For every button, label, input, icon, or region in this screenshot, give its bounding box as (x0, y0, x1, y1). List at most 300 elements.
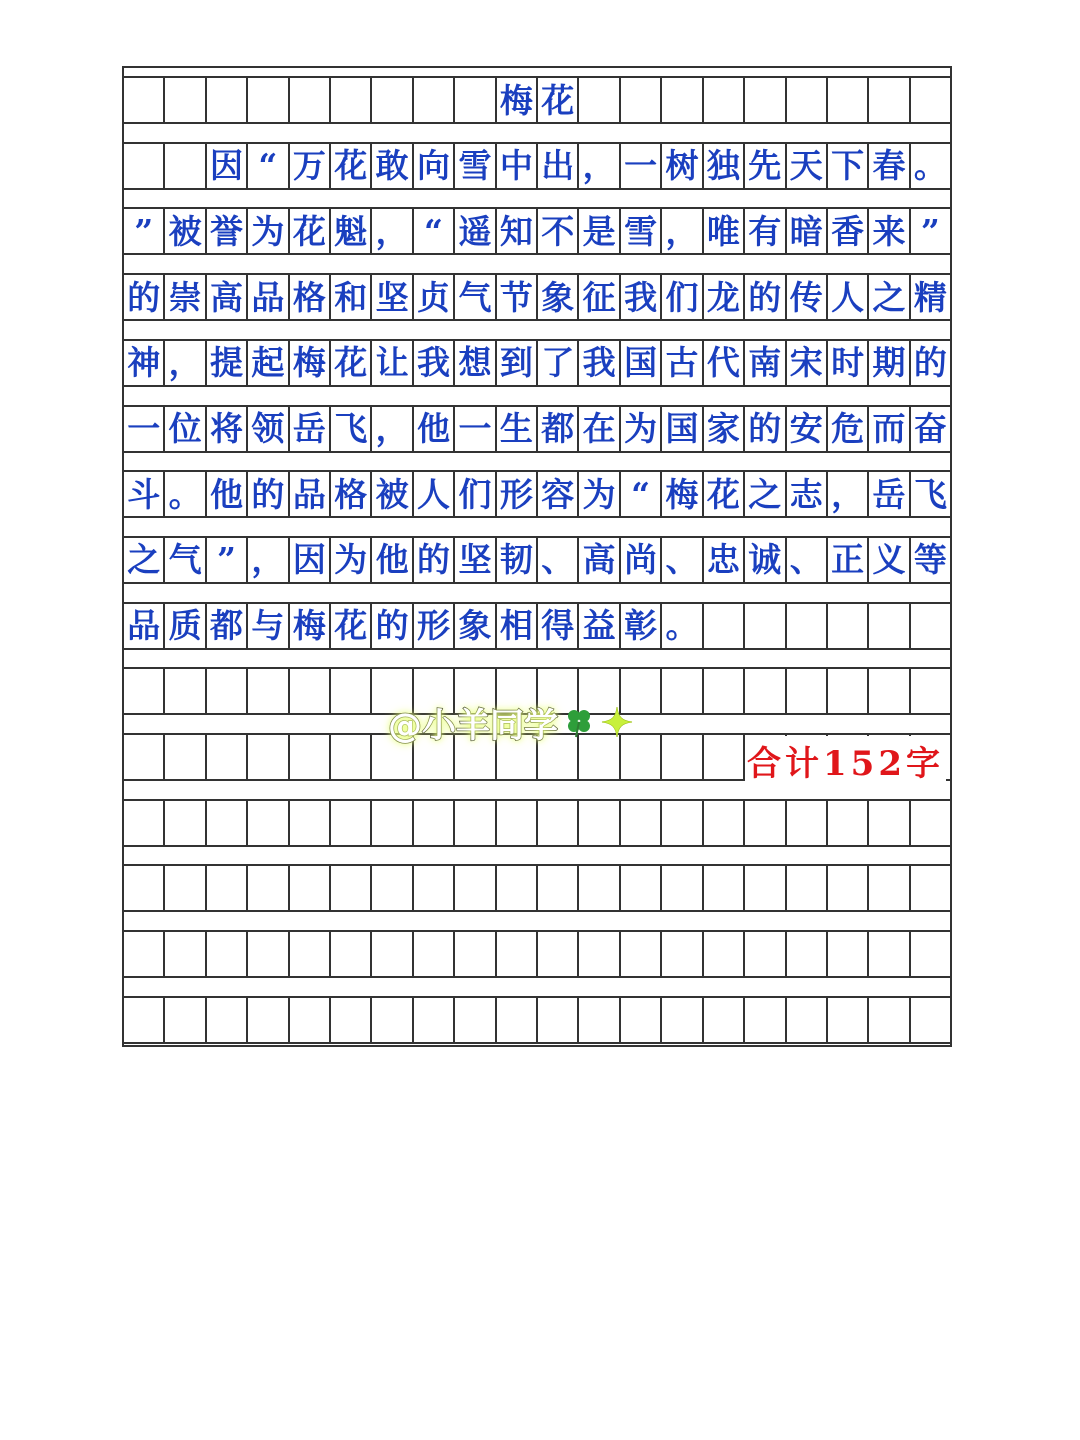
grid-cell (124, 932, 163, 976)
grid-cell (909, 78, 950, 122)
grid-cell: ， (370, 209, 411, 253)
grid-cell (288, 998, 329, 1042)
grid-cell: 和 (329, 275, 370, 319)
grid-cell (702, 998, 743, 1042)
grid-cell (826, 801, 867, 845)
grid-cell: 高 (205, 275, 246, 319)
grid-cell: 、 (785, 538, 826, 582)
grid-row (124, 470, 950, 518)
grid-cell (536, 866, 577, 910)
grid-cell: 独 (702, 144, 743, 188)
grid-cell: 香 (826, 209, 867, 253)
grid-cell: 花 (536, 78, 577, 122)
grid-cell: 暗 (785, 209, 826, 253)
grid-cell (702, 866, 743, 910)
grid-cell (826, 604, 867, 648)
grid-cell (453, 866, 494, 910)
grid-row (124, 536, 950, 584)
grid-cell (329, 932, 370, 976)
grid-cell (246, 932, 287, 976)
grid-cell (702, 604, 743, 648)
grid-row (124, 76, 950, 124)
grid-cell: 到 (495, 341, 536, 385)
grid-cell (743, 998, 784, 1042)
grid-cell (246, 78, 287, 122)
grid-cell: 人 (412, 472, 453, 516)
grid-cell (288, 866, 329, 910)
grid-cell (370, 932, 411, 976)
grid-cell: 古 (660, 341, 701, 385)
grid-cell: 想 (453, 341, 494, 385)
grid-cell (246, 866, 287, 910)
word-count: 合计152字 (745, 736, 946, 785)
grid-cell: 雪 (453, 144, 494, 188)
grid-cell: 安 (785, 407, 826, 451)
grid-cell: 都 (205, 604, 246, 648)
grid-cell: 因 (288, 538, 329, 582)
grid-cell: 崇 (163, 275, 204, 319)
grid-cell: 将 (205, 407, 246, 451)
grid-row (124, 339, 950, 387)
grid-cell: 危 (826, 407, 867, 451)
grid-cell: 而 (867, 407, 908, 451)
grid-cell: 宋 (785, 341, 826, 385)
grid-cell: ， (370, 407, 411, 451)
grid-cell: 奋 (909, 407, 950, 451)
grid-cell (577, 866, 618, 910)
grid-cell (288, 735, 329, 779)
grid-cell: 品 (246, 275, 287, 319)
grid-cell (909, 669, 950, 713)
grid-cell (826, 866, 867, 910)
grid-cell (619, 801, 660, 845)
grid-cell (205, 669, 246, 713)
grid-cell (660, 866, 701, 910)
grid-cell (743, 801, 784, 845)
grid-cell: 形 (412, 604, 453, 648)
grid-cell (329, 669, 370, 713)
grid-cell (288, 801, 329, 845)
grid-cell: 们 (453, 472, 494, 516)
grid-cell: 气 (163, 538, 204, 582)
grid-cell (867, 866, 908, 910)
grid-cell (124, 735, 163, 779)
grid-cell (743, 604, 784, 648)
grid-cell (412, 78, 453, 122)
grid-cell (124, 144, 163, 188)
grid-cell: 贞 (412, 275, 453, 319)
grid-cell (619, 78, 660, 122)
grid-cell: 人 (826, 275, 867, 319)
grid-cell (329, 801, 370, 845)
grid-cell: 时 (826, 341, 867, 385)
grid-cell (205, 78, 246, 122)
grid-cell: 韧 (495, 538, 536, 582)
grid-cell: 为 (619, 407, 660, 451)
grid-cell (163, 866, 204, 910)
grid-cell (163, 801, 204, 845)
grid-cell: 形 (495, 472, 536, 516)
grid-cell: 不 (536, 209, 577, 253)
grid-cell: 节 (495, 275, 536, 319)
grid-cell (743, 669, 784, 713)
grid-cell (124, 669, 163, 713)
grid-cell: ， (577, 144, 618, 188)
grid-cell: 领 (246, 407, 287, 451)
grid-cell (909, 866, 950, 910)
grid-cell (495, 998, 536, 1042)
grid-cell: 梅 (495, 78, 536, 122)
grid-cell (577, 801, 618, 845)
grid-cell: 唯 (702, 209, 743, 253)
grid-cell (826, 78, 867, 122)
grid-cell: 位 (163, 407, 204, 451)
grid-cell: 容 (536, 472, 577, 516)
grid-cell: 斗 (127, 474, 161, 514)
grid-cell: 遥 (453, 209, 494, 253)
grid-cell: 相 (495, 604, 536, 648)
grid-cell: 龙 (702, 275, 743, 319)
grid-row (124, 405, 950, 453)
grid-cell: 期 (867, 341, 908, 385)
grid-row (124, 273, 950, 321)
grid-cell (702, 735, 743, 779)
grid-cell: 的 (909, 341, 950, 385)
grid-cell: 花 (702, 472, 743, 516)
grid-cell (329, 998, 370, 1042)
grid-row (124, 602, 950, 650)
grid-cell: 生 (495, 407, 536, 451)
grid-cell (246, 735, 287, 779)
grid-cell: 志 (785, 472, 826, 516)
grid-cell: 誉 (205, 209, 246, 253)
grid-cell: 他 (412, 407, 453, 451)
grid-cell (412, 998, 453, 1042)
grid-cell: 中 (495, 144, 536, 188)
grid-cell: 国 (619, 341, 660, 385)
grid-cell: 为 (246, 209, 287, 253)
grid-cell (785, 78, 826, 122)
grid-cell (453, 998, 494, 1042)
clover-icon (562, 705, 596, 739)
grid-cell: 下 (826, 144, 867, 188)
grid-row (124, 930, 950, 978)
grid-cell: 南 (743, 341, 784, 385)
grid-cell (453, 932, 494, 976)
grid-cell: 质 (163, 604, 204, 648)
grid-cell: “ (246, 144, 287, 188)
grid-cell (660, 78, 701, 122)
grid-cell: ” (205, 538, 246, 582)
grid-cell (163, 932, 204, 976)
grid-cell: 岳 (867, 472, 908, 516)
grid-cell: 飞 (329, 407, 370, 451)
grid-cell: 的 (127, 277, 161, 317)
grid-cell (660, 669, 701, 713)
grid-cell (288, 932, 329, 976)
grid-cell (495, 866, 536, 910)
grid-cell (867, 78, 908, 122)
grid-cell (370, 998, 411, 1042)
grid-cell: 。 (163, 472, 204, 516)
grid-cell (205, 998, 246, 1042)
grid-cell: ， (246, 538, 287, 582)
grid-cell: 树 (660, 144, 701, 188)
grid-cell (412, 932, 453, 976)
grid-cell: 家 (702, 407, 743, 451)
grid-cell (536, 801, 577, 845)
grid-cell (826, 998, 867, 1042)
grid-cell: 花 (329, 144, 370, 188)
grid-cell: 敢 (370, 144, 411, 188)
grid-cell (909, 801, 950, 845)
grid-cell: 精 (909, 275, 950, 319)
grid-cell (205, 801, 246, 845)
grid-row (124, 207, 950, 255)
grid-cell: 品 (288, 472, 329, 516)
grid-cell: 为 (577, 472, 618, 516)
grid-cell: 天 (785, 144, 826, 188)
grid-cell (124, 998, 163, 1042)
grid-cell (867, 604, 908, 648)
grid-cell: 等 (909, 538, 950, 582)
grid-cell: 知 (495, 209, 536, 253)
grid-cell: 象 (453, 604, 494, 648)
grid-cell: 来 (867, 209, 908, 253)
grid-cell: 、 (536, 538, 577, 582)
grid-cell: 在 (577, 407, 618, 451)
grid-cell: 坚 (370, 275, 411, 319)
grid-cell: 了 (536, 341, 577, 385)
grid-cell (702, 78, 743, 122)
grid-cell: 之 (867, 275, 908, 319)
grid-cell (412, 866, 453, 910)
grid-cell (867, 801, 908, 845)
grid-cell (536, 998, 577, 1042)
grid-cell: “ (412, 209, 453, 253)
grid-cell: 正 (826, 538, 867, 582)
grid-cell: 我 (577, 341, 618, 385)
grid-cell: 岳 (288, 407, 329, 451)
grid-cell: 们 (660, 275, 701, 319)
grid-cell: 忠 (702, 538, 743, 582)
grid-cell (370, 801, 411, 845)
grid-cell: 之 (127, 540, 161, 580)
grid-cell (743, 866, 784, 910)
grid-cell: 诚 (743, 538, 784, 582)
grid-cell: 魁 (329, 209, 370, 253)
grid-cell (909, 998, 950, 1042)
grid-cell: 为 (329, 538, 370, 582)
grid-cell (785, 801, 826, 845)
grid-cell: 征 (577, 275, 618, 319)
grid-cell: 提 (205, 341, 246, 385)
writing-grid-paper (122, 66, 952, 1047)
grid-cell (867, 932, 908, 976)
grid-cell: 品 (127, 606, 161, 646)
grid-cell: 梅 (660, 472, 701, 516)
watermark-text: @小羊同学 (388, 705, 558, 746)
grid-cell: 梅 (288, 604, 329, 648)
grid-cell (163, 998, 204, 1042)
grid-cell (619, 998, 660, 1042)
grid-cell (536, 932, 577, 976)
grid-cell (660, 998, 701, 1042)
grid-cell: 花 (329, 341, 370, 385)
grid-cell: 出 (536, 144, 577, 188)
grid-cell: 神 (127, 343, 161, 383)
grid-cell (785, 669, 826, 713)
grid-cell: 国 (660, 407, 701, 451)
grid-cell: 万 (288, 144, 329, 188)
grid-cell (329, 866, 370, 910)
grid-cell: 坚 (453, 538, 494, 582)
grid-cell (577, 998, 618, 1042)
grid-row (124, 142, 950, 190)
grid-cell: 都 (536, 407, 577, 451)
grid-cell (660, 932, 701, 976)
grid-cell: 有 (743, 209, 784, 253)
grid-cell: 他 (205, 472, 246, 516)
grid-cell (495, 932, 536, 976)
grid-cell (370, 866, 411, 910)
grid-cell (660, 801, 701, 845)
grid-cell: 雪 (619, 209, 660, 253)
grid-cell: ， (660, 209, 701, 253)
grid-cell (246, 998, 287, 1042)
grid-cell: 格 (288, 275, 329, 319)
grid-cell: 气 (453, 275, 494, 319)
grid-cell: 春 (867, 144, 908, 188)
grid-cell (246, 669, 287, 713)
grid-cell: 的 (370, 604, 411, 648)
grid-cell: 代 (702, 341, 743, 385)
grid-cell (702, 669, 743, 713)
grid-cell: 先 (743, 144, 784, 188)
grid-cell (163, 78, 204, 122)
grid-cell: 尚 (619, 538, 660, 582)
grid-cell (702, 932, 743, 976)
grid-cell: ” (909, 209, 950, 253)
grid-cell (124, 866, 163, 910)
grid-cell (163, 735, 204, 779)
grid-row (124, 996, 950, 1044)
grid-cell (205, 735, 246, 779)
grid-cell: 、 (660, 538, 701, 582)
grid-cell: 被 (163, 209, 204, 253)
grid-cell (702, 801, 743, 845)
grid-cell (288, 669, 329, 713)
grid-cell (785, 932, 826, 976)
grid-cell (370, 78, 411, 122)
grid-cell (867, 998, 908, 1042)
grid-cell: 一 (127, 409, 161, 448)
grid-cell: 花 (329, 604, 370, 648)
grid-cell (495, 801, 536, 845)
grid-cell: 。 (660, 604, 701, 648)
grid-cell: 得 (536, 604, 577, 648)
grid-cell: 他 (370, 538, 411, 582)
sparkle-icon (600, 705, 634, 739)
grid-cell: 高 (577, 538, 618, 582)
grid-cell (453, 801, 494, 845)
grid-cell (163, 669, 204, 713)
grid-cell (288, 78, 329, 122)
grid-cell (909, 604, 950, 648)
grid-cell: 。 (909, 144, 950, 188)
grid-cell (619, 866, 660, 910)
grid-cell: 我 (412, 341, 453, 385)
grid-cell (124, 801, 163, 845)
grid-cell (785, 866, 826, 910)
grid-cell (329, 735, 370, 779)
grid-cell: ” (134, 211, 154, 251)
grid-cell: 飞 (909, 472, 950, 516)
grid-cell: 的 (246, 472, 287, 516)
grid-cell: ， (163, 341, 204, 385)
grid-cell: 向 (412, 144, 453, 188)
grid-cell: 的 (412, 538, 453, 582)
watermark (388, 700, 634, 744)
grid-cell: 的 (743, 407, 784, 451)
grid-cell: 义 (867, 538, 908, 582)
grid-cell: 传 (785, 275, 826, 319)
grid-cell: 梅 (288, 341, 329, 385)
grid-cell: 益 (577, 604, 618, 648)
grid-cell (246, 801, 287, 845)
grid-cell: 象 (536, 275, 577, 319)
grid-cell: 一 (619, 144, 660, 188)
grid-cell (660, 735, 701, 779)
grid-cell: 让 (370, 341, 411, 385)
grid-cell (205, 866, 246, 910)
grid-cell (124, 78, 163, 122)
grid-row (124, 864, 950, 912)
grid-cell: 起 (246, 341, 287, 385)
grid-cell (785, 604, 826, 648)
grid-cell (577, 78, 618, 122)
grid-row (124, 799, 950, 847)
grid-cell (743, 932, 784, 976)
grid-cell: 彰 (619, 604, 660, 648)
grid-cell: 的 (743, 275, 784, 319)
grid-cell (826, 932, 867, 976)
grid-cell: 被 (370, 472, 411, 516)
grid-cell: 与 (246, 604, 287, 648)
grid-cell: 花 (288, 209, 329, 253)
grid-cell (909, 932, 950, 976)
grid-cell: 因 (205, 144, 246, 188)
grid-cell (329, 78, 370, 122)
grid-cell (785, 998, 826, 1042)
grid-cell: 之 (743, 472, 784, 516)
grid-cell (867, 669, 908, 713)
grid-cell (743, 78, 784, 122)
grid-cell (412, 801, 453, 845)
grid-cell (826, 669, 867, 713)
grid-cell (163, 144, 204, 188)
grid-cell: ， (826, 472, 867, 516)
grid-cell: 格 (329, 472, 370, 516)
grid-cell: “ (619, 472, 660, 516)
grid-cell: 是 (577, 209, 618, 253)
grid-cell (619, 932, 660, 976)
grid-cell (577, 932, 618, 976)
grid-cell (453, 78, 494, 122)
grid-cell: 一 (453, 407, 494, 451)
grid-cell: 我 (619, 275, 660, 319)
grid-cell (205, 932, 246, 976)
